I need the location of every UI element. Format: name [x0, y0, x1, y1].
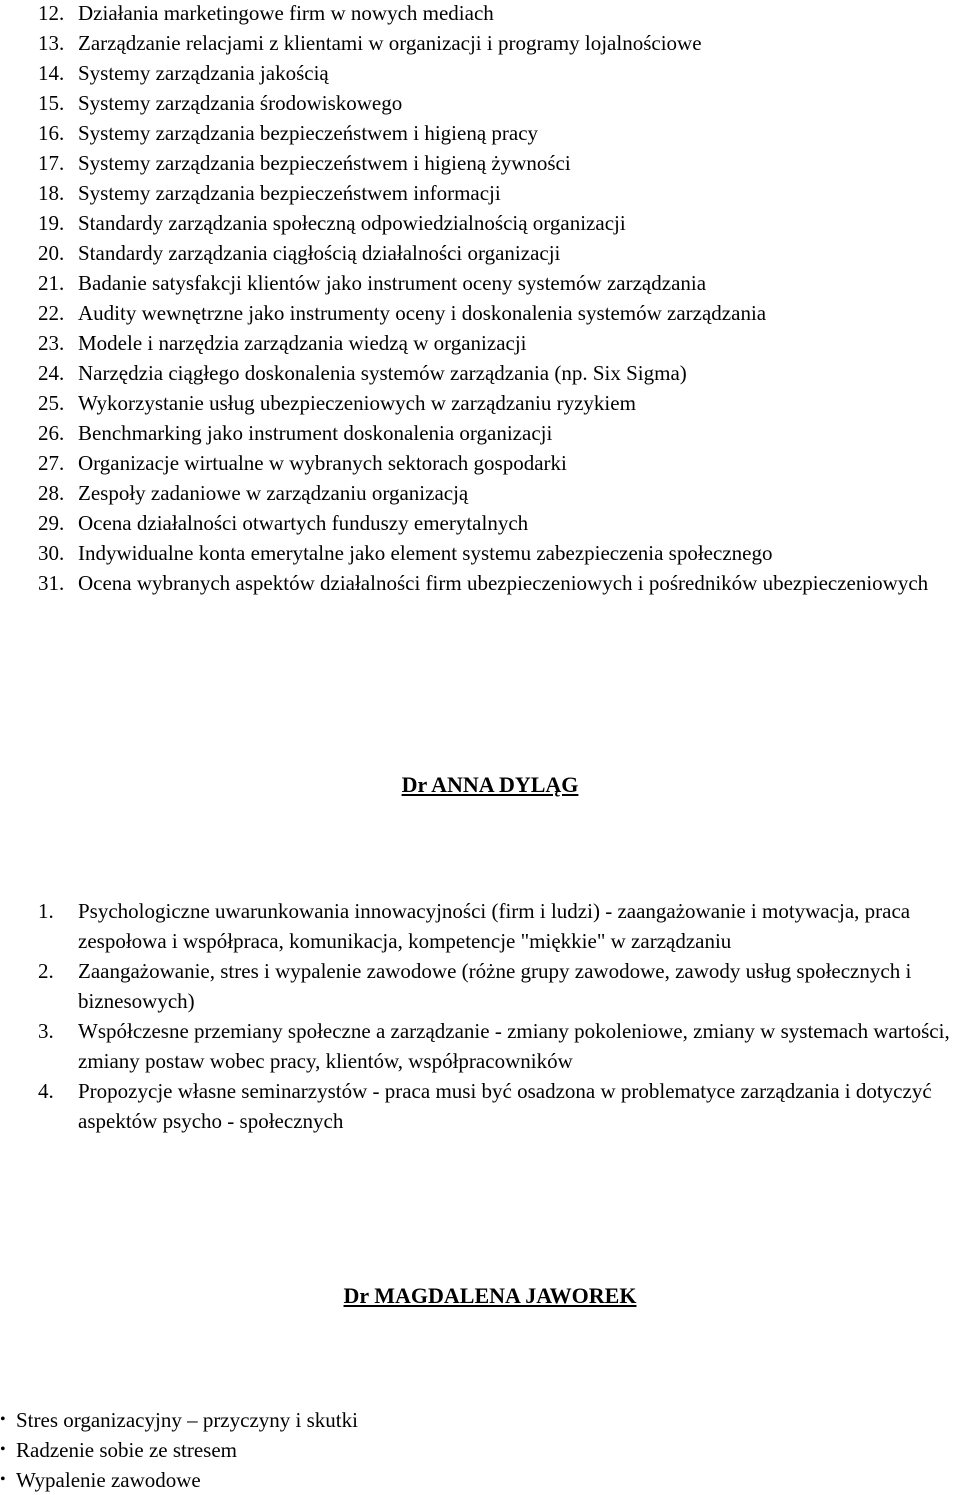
- item-text: Ocena wybranych aspektów działalności firm ubezpieczeniowych i pośredników ubezpieczeniowych: [78, 571, 929, 595]
- item-text: Benchmarking jako instrument doskonalenia organizacji: [78, 421, 553, 445]
- item-number: 29.: [38, 511, 65, 535]
- item-text: Systemy zarządzania bezpieczeństwem i higieną pracy: [78, 121, 539, 145]
- list-item: [38, 1076, 960, 1136]
- list-item: [38, 328, 958, 358]
- item-text: Systemy zarządzania bezpieczeństwem informacji: [78, 181, 501, 205]
- item-number: 17.: [38, 151, 65, 175]
- item-text: Wypalenie zawodowe: [16, 1468, 201, 1492]
- list-item: [38, 298, 958, 328]
- item-text: Modele i narzędzia zarządzania wiedzą w organizacji: [78, 331, 527, 355]
- list-item: [38, 508, 958, 538]
- bullet-icon: •: [0, 1441, 6, 1458]
- item-text: Indywidualne konta emerytalne jako element systemu zabezpieczenia społecznego: [78, 541, 773, 565]
- item-text: Stres organizacyjny – przyczyny i skutki: [16, 1408, 358, 1432]
- item-number: 19.: [38, 211, 65, 235]
- list-item: [0, 1405, 960, 1435]
- item-number: 14.: [38, 61, 65, 85]
- item-number: 16.: [38, 121, 65, 145]
- item-number: 21.: [38, 271, 65, 295]
- item-number: 20.: [38, 241, 65, 265]
- item-number: 24.: [38, 361, 65, 385]
- list-item: [38, 448, 958, 478]
- list-item: [38, 0, 958, 28]
- list-item: [38, 1016, 960, 1076]
- item-number: 30.: [38, 541, 65, 565]
- item-text: Badanie satysfakcji klientów jako instrument oceny systemów zarządzania: [78, 271, 707, 295]
- item-number: 18.: [38, 181, 65, 205]
- item-text: Współczesne przemiany społeczne a zarządzanie - zmiany pokoleniowe, zmiany w systemach wartości, zmiany postaw wobec pracy, klientów, współpracowników: [78, 1019, 950, 1073]
- topics-list-continued: [38, 0, 958, 598]
- item-number: 23.: [38, 331, 65, 355]
- item-number: 26.: [38, 421, 65, 445]
- item-text: Zarządzanie relacjami z klientami w organizacji i programy lojalnościowe: [78, 31, 702, 55]
- item-text: Audity wewnętrzne jako instrumenty oceny i doskonalenia systemów zarządzania: [78, 301, 767, 325]
- item-text: Zaangażowanie, stres i wypalenie zawodowe (różne grupy zawodowe, zawody usług społecznych i biznesowych): [78, 959, 912, 1013]
- item-text: Standardy zarządzania społeczną odpowiedzialnością organizacji: [78, 211, 626, 235]
- topics-list-jaworek: [0, 1405, 960, 1495]
- item-number: 28.: [38, 481, 65, 505]
- item-text: Ocena działalności otwartych funduszy emerytalnych: [78, 511, 529, 535]
- list-item: [38, 568, 958, 598]
- list-item: [38, 118, 958, 148]
- item-text: Zespoły zadaniowe w zarządzaniu organizacją: [78, 481, 469, 505]
- list-item: [38, 148, 958, 178]
- item-text: Organizacje wirtualne w wybranych sektorach gospodarki: [78, 451, 567, 475]
- item-number: 12.: [38, 1, 65, 25]
- list-item: [38, 956, 960, 1016]
- item-text: Propozycje własne seminarzystów - praca musi być osadzona w problematyce zarządzania i dotyczyć aspektów psycho - społecznych: [78, 1079, 932, 1133]
- list-item: [38, 388, 958, 418]
- list-item: [38, 478, 958, 508]
- item-text: Systemy zarządzania środowiskowego: [78, 91, 403, 115]
- list-item: [38, 268, 958, 298]
- item-text: Systemy zarządzania jakością: [78, 61, 329, 85]
- item-text: Wykorzystanie usług ubezpieczeniowych w zarządzaniu ryzykiem: [78, 391, 636, 415]
- item-number: 3.: [38, 1019, 54, 1043]
- item-text: Psychologiczne uwarunkowania innowacyjności (firm i ludzi) - zaangażowanie i motywacja, praca zespołowa i współpraca, komunikacja, kompetencje "miękkie" w zarządzaniu: [78, 899, 911, 953]
- list-item: [38, 238, 958, 268]
- list-item: [38, 178, 958, 208]
- list-item: [38, 418, 958, 448]
- list-item: [38, 28, 958, 58]
- list-item: [38, 538, 958, 568]
- item-number: 25.: [38, 391, 65, 415]
- item-number: 31.: [38, 571, 65, 595]
- item-number: 1.: [38, 899, 54, 923]
- item-text: Narzędzia ciągłego doskonalenia systemów zarządzania (np. Six Sigma): [78, 361, 687, 385]
- list-item: [38, 896, 960, 956]
- supervisor-heading-jaworek: Dr MAGDALENA JAWOREK: [343, 1283, 637, 1308]
- item-number: 27.: [38, 451, 65, 475]
- bullet-icon: •: [0, 1471, 6, 1488]
- topics-list-dylag: [38, 896, 960, 1136]
- item-number: 22.: [38, 301, 65, 325]
- item-text: Radzenie sobie ze stresem: [16, 1438, 237, 1462]
- bullet-icon: •: [0, 1411, 6, 1428]
- item-text: Działania marketingowe firm w nowych mediach: [78, 1, 494, 25]
- item-number: 13.: [38, 31, 65, 55]
- item-text: Standardy zarządzania ciągłością działalności organizacji: [78, 241, 561, 265]
- item-number: 15.: [38, 91, 65, 115]
- item-number: 2.: [38, 959, 54, 983]
- list-item: [38, 208, 958, 238]
- list-item: [38, 58, 958, 88]
- supervisor-heading-dylag: Dr ANNA DYLĄG: [401, 772, 579, 797]
- list-item: [38, 358, 958, 388]
- list-item: [0, 1465, 960, 1495]
- list-item: [0, 1435, 960, 1465]
- item-number: 4.: [38, 1079, 54, 1103]
- item-text: Systemy zarządzania bezpieczeństwem i higieną żywności: [78, 151, 571, 175]
- list-item: [38, 88, 958, 118]
